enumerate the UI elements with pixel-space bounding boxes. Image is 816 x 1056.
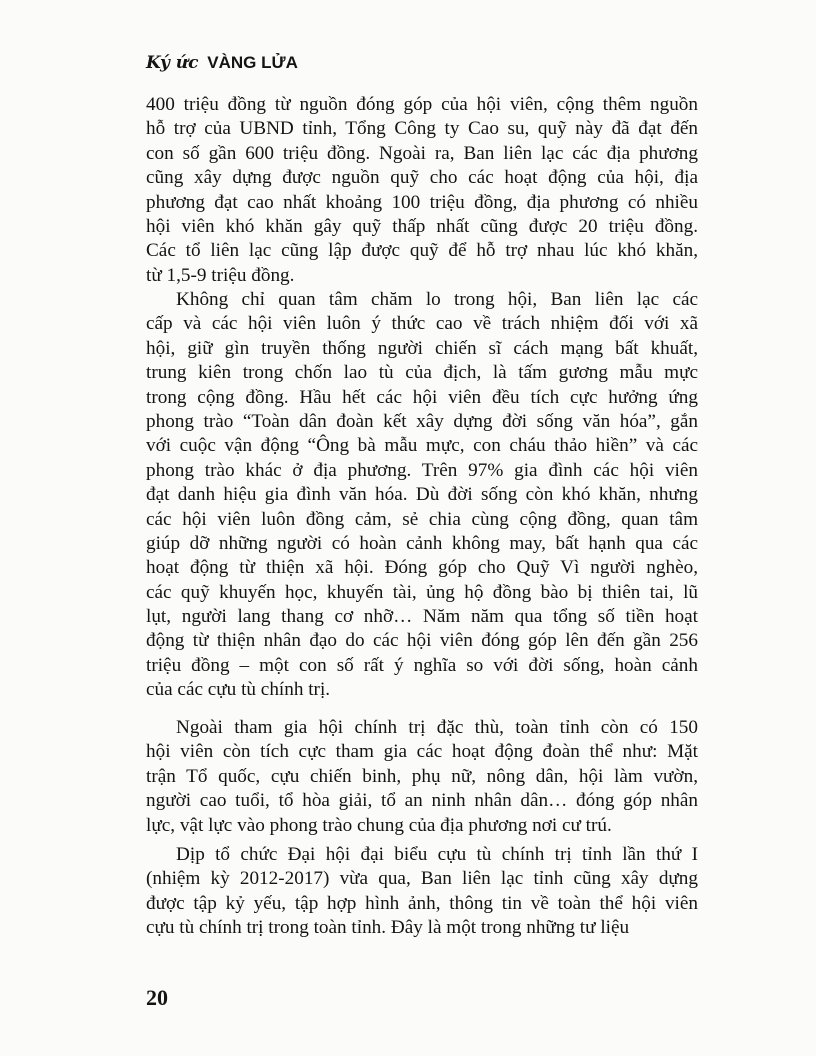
text-line: cấp và các hội viên luôn ý thức cao về trách nhiệm đối với xã <box>146 313 698 335</box>
text-line: phong trào khác ở địa phương. Trên 97% gia đình các hội viên <box>146 459 698 481</box>
text-line: cũng xây dựng được nguồn quỹ cho các hoạt động của hội, địa <box>146 167 698 189</box>
text-line: Dịp tổ chức Đại hội đại biểu cựu tù chính trị tỉnh lần thứ I <box>176 844 698 865</box>
text-line: hội, giữ gìn truyền thống người chiến sĩ cách mạng bất khuất, <box>146 337 698 359</box>
text-line: trung kiên trong chốn lao tù của địch, là tấm gương mẫu mực <box>146 362 698 384</box>
paragraph-3 <box>146 716 698 838</box>
page-number: 20 <box>146 985 168 1010</box>
header-title: VÀNG LỬA <box>207 53 298 72</box>
text-line: Không chỉ quan tâm chăm lo trong hội, Ban liên lạc các <box>176 289 698 310</box>
text-line: các quỹ khuyến học, khuyến tài, ủng hộ đồng bào bị thiên tai, lũ <box>146 581 698 603</box>
text-line: con số gần 600 triệu đồng. Ngoài ra, Ban liên lạc các địa phương <box>146 142 698 164</box>
text-line: được tập kỷ yếu, tập hợp hình ảnh, thông tin về toàn thể hội viên <box>146 892 698 914</box>
text-line: Ngoài tham gia hội chính trị đặc thù, toàn tỉnh còn có 150 <box>176 717 698 738</box>
text-line: người cao tuổi, tổ hòa giải, tổ an ninh nhân dân… đóng góp nhân <box>146 790 698 812</box>
text-line: của các cựu tù chính trị. <box>146 679 331 701</box>
text-line: phương đạt cao nhất khoảng 100 triệu đồng, địa phương có nhiều <box>146 191 698 213</box>
paragraph-2 <box>146 288 698 703</box>
text-line: giúp dỡ những người có hoàn cảnh không may, bất hạnh qua các <box>146 532 698 554</box>
text-line: các hội viên luôn đồng cảm, sẻ chia cùng cộng đồng, quan tâm <box>146 508 698 530</box>
text-line: lụt, người lang thang cơ nhỡ… Năm năm qua tổng số tiền hoạt <box>146 606 698 628</box>
text-line: từ 1,5-9 triệu đồng. <box>146 264 295 286</box>
text-line: động từ thiện nhân đạo do các hội viên đóng góp lên đến gần 256 <box>146 630 698 652</box>
text-line: hội viên khó khăn gây quỹ thấp nhất cũng được 20 triệu đồng. <box>146 215 698 237</box>
text-line: (nhiệm kỳ 2012-2017) vừa qua, Ban liên lạc tỉnh cũng xây dựng <box>146 868 698 890</box>
text-line: trong cộng đồng. Hầu hết các hội viên đều tích cực hưởng ứng <box>146 386 698 408</box>
text-line: triệu đồng – một con số rất ý nghĩa so với đời sống, hoàn cảnh <box>146 654 698 676</box>
paragraph-1 <box>146 93 698 288</box>
header-prefix: Ký ức <box>146 53 199 73</box>
paragraph-4 <box>146 843 698 941</box>
text-line: lực, vật lực vào phong trào chung của địa phương nơi cư trú. <box>146 814 612 836</box>
text-line: hội viên còn tích cực tham gia các hoạt động đoàn thể như: Mặt <box>146 741 698 763</box>
text-line: Các tổ liên lạc cũng lập được quỹ để hỗ trợ nhau lúc khó khăn, <box>146 240 698 262</box>
text-line: hoạt động từ thiện xã hội. Đóng góp cho Quỹ Vì người nghèo, <box>146 557 698 579</box>
text-line: hỗ trợ của UBND tỉnh, Tổng Công ty Cao su, quỹ này đã đạt đến <box>146 118 698 140</box>
text-line: cựu tù chính trị trong toàn tỉnh. Đây là một trong những tư liệu <box>146 917 630 939</box>
text-line: phong trào “Toàn dân đoàn kết xây dựng đời sống văn hóa”, gắn <box>146 410 698 432</box>
running-header <box>146 52 298 74</box>
text-line: 400 triệu đồng từ nguồn đóng góp của hội viên, cộng thêm nguồn <box>146 94 698 115</box>
text-line: với cuộc vận động “Ông bà mẫu mực, con cháu thảo hiền” và các <box>146 435 698 457</box>
text-line: trận Tổ quốc, cựu chiến binh, phụ nữ, nông dân, hội làm vườn, <box>146 765 698 787</box>
text-line: đạt danh hiệu gia đình văn hóa. Dù đời sống còn khó khăn, nhưng <box>146 484 698 506</box>
